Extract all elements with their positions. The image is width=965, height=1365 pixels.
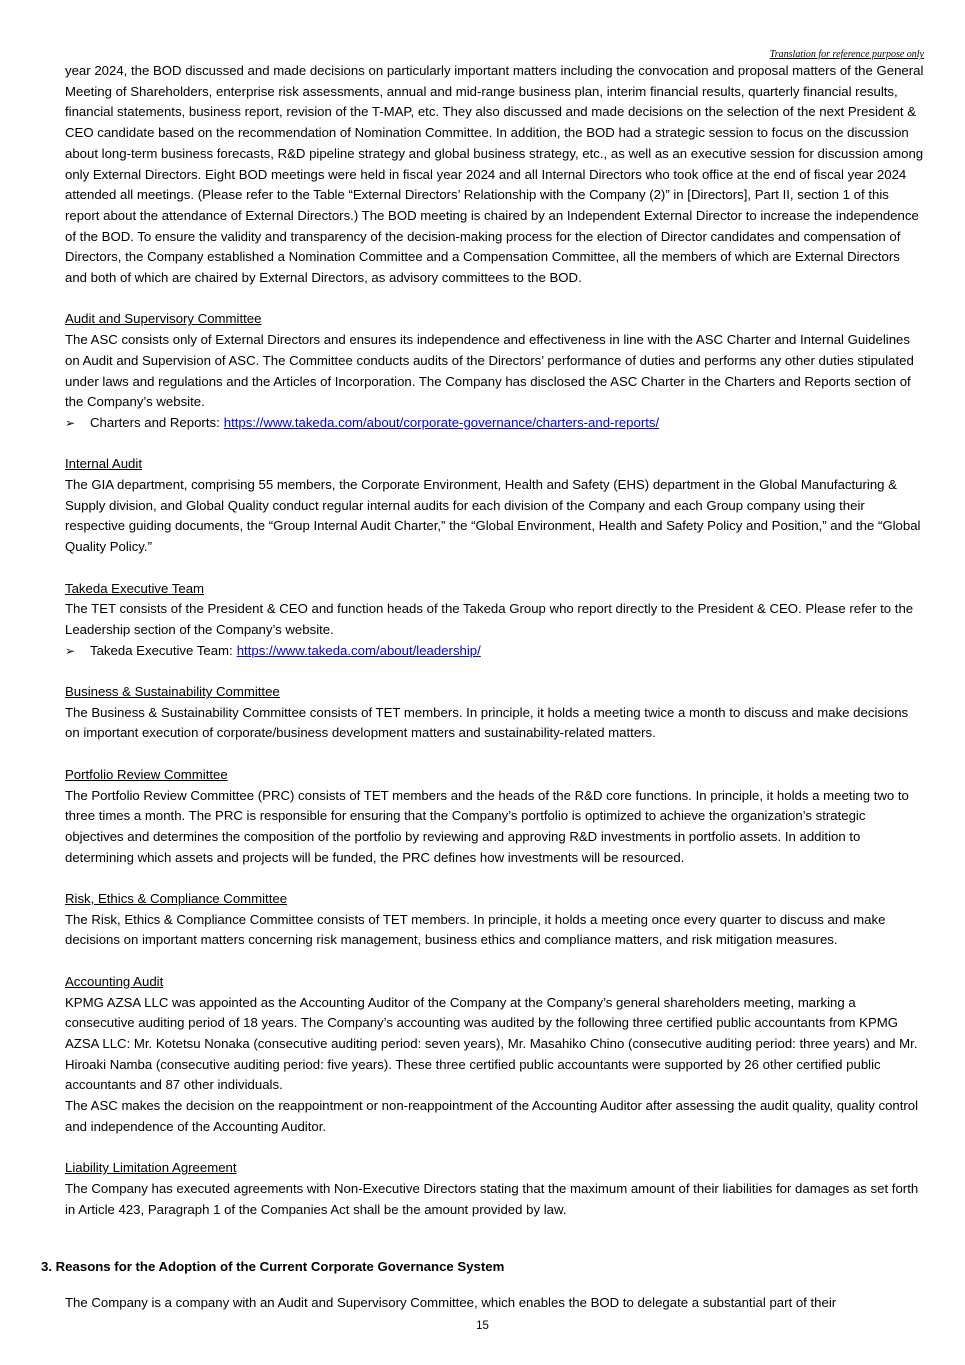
- bullet-label: Takeda Executive Team:: [90, 642, 233, 658]
- section-tet: [65, 579, 925, 662]
- section-liability: [65, 1158, 925, 1220]
- section-asc: [65, 309, 925, 433]
- section-body: The Risk, Ethics & Compliance Committee consists of TET members. In principle, it holds a meeting once every quarter to discuss and make decisions on important matters concerning risk management, business ethics and compliance matters, and risk mitigation measures.: [65, 911, 886, 948]
- section-title: Accounting Audit: [65, 973, 164, 989]
- bullet-label: Charters and Reports:: [90, 414, 220, 430]
- section-prc: [65, 765, 925, 869]
- section-body: The ASC makes the decision on the reappointment or non-reappointment of the Accounting Auditor after assessing the audit quality, quality control and independence of the Accounting Auditor.: [65, 1098, 919, 1134]
- section-3-heading: 3. Reasons for the Adoption of the Current Corporate Governance System: [41, 1259, 505, 1274]
- section-title: Takeda Executive Team: [65, 580, 205, 596]
- translation-note: Translation for reference purpose only: [769, 49, 924, 60]
- section-3-body: The Company is a company with an Audit and Supervisory Committee, which enables the BOD to delegate a substantial part of their: [65, 1295, 837, 1310]
- section-body: The GIA department, comprising 55 members, the Corporate Environment, Health and Safety (EHS) department in the Global Manufacturing & Supply division, and Global Quality conduct regular internal audits for each division of the Company and each Group company using their respective guiding documents, the “Group Internal Audit Charter,” the “Global Environment, Health and Safety Policy and Position,” and the “Global Quality Policy.”: [65, 477, 921, 555]
- charters-reports-link[interactable]: https://www.takeda.com/about/corporate-governance/charters-and-reports/: [223, 414, 660, 430]
- section-bsc: [65, 682, 925, 744]
- arrow-bullet-icon: ➢: [65, 415, 76, 430]
- section-body: The ASC consists only of External Directors and ensures its independence and effectiveness in line with the ASC Charter and Internal Guidelines on Audit and Supervision of ASC. The Committee conducts audits of the Directors’ performance of duties and performs any other duties stipulated under laws and regulations and the Articles of Incorporation. The Company has disclosed the ASC Charter in the Charters and Reports section of the Company’s website.: [65, 332, 914, 410]
- intro-paragraph: year 2024, the BOD discussed and made decisions on particularly important matters including the convocation and proposal matters of the General Meeting of Shareholders, enterprise risk assessments, annual and mid-range business plan, interim financial results, quarterly financial results, financial statements, business report, revision of the T-MAP, etc. They also discussed and made decisions on the selection of the next President & CEO candidate based on the recommendation of Nomination Committee. In addition, the BOD had a strategic session to focus on the discussion about long-term business forecasts, R&D pipeline strategy and global business strategy, etc., as well as an executive session for discussion among only External Directors. Eight BOD meetings were held in fiscal year 2024 and all Internal Directors who took office at the end of fiscal year 2024 attended all meetings. (Please refer to the Table “External Directors’ Relationship with the Company (2)” in [Directors], Part II, section 1 of this report about the attendance of External Directors.) The BOD meeting is chaired by an Independent External Director to increase the independence of the BOD. To ensure the validity and transparency of the decision-making process for the election of Director candidates and compensation of Directors, the Company established a Nomination Committee and a Compensation Committee, all the members of which are External Directors and both of which are chaired by External Directors, as advisory committees to the BOD.: [65, 63, 924, 286]
- arrow-bullet-icon: ➢: [65, 643, 76, 658]
- section-title: Portfolio Review Committee: [65, 766, 228, 782]
- section-body: KPMG AZSA LLC was appointed as the Accounting Auditor of the Company at the Company’s general shareholders meeting, marking a consecutive auditing period of 18 years. The Company’s accounting was audited by the following three certified public accountants from KPMG AZSA LLC: Mr. Kotetsu Nonaka (consecutive auditing period: seven years), Mr. Masahiko Chino (consecutive auditing period: three years) and Mr. Hiroaki Namba (consecutive auditing period: five years). These three certified public accountants were supported by 26 other certified public accountants and 87 other individuals.: [65, 994, 918, 1093]
- section-body: The Company has executed agreements with Non-Executive Directors stating that the maximum amount of their liabilities for damages as set forth in Article 423, Paragraph 1 of the Companies Act shall be the amount provided by law.: [65, 1180, 919, 1217]
- bullet-item: [65, 413, 925, 434]
- main-content: [65, 61, 925, 1220]
- section-internal-audit: [65, 454, 925, 558]
- section-title: Business & Sustainability Committee: [65, 684, 280, 700]
- section-title: Internal Audit: [65, 456, 142, 472]
- section-body: The TET consists of the President & CEO and function heads of the Takeda Group who report directly to the President & CEO. Please refer to the Leadership section of the Company’s website.: [65, 601, 914, 637]
- section-body: The Business & Sustainability Committee consists of TET members. In principle, it holds a meeting twice a month to discuss and make decisions on important execution of corporate/business development matters and sustainability-related matters.: [65, 704, 909, 741]
- leadership-link[interactable]: https://www.takeda.com/about/leadership/: [236, 642, 481, 658]
- section-title: Risk, Ethics & Compliance Committee: [65, 891, 288, 907]
- section-body: The Portfolio Review Committee (PRC) consists of TET members and the heads of the R&D core functions. In principle, it holds a meeting two to three times a month. The PRC is responsible for ensuring that the Company’s portfolio is optimized to achieve the organization’s strategic objectives and determines the composition of the portfolio by reviewing and approving R&D investments in portfolio assets. In addition to determining which assets and projects will be funded, the PRC defines how investments will be resourced.: [65, 787, 909, 865]
- section-title: Audit and Supervisory Committee: [65, 311, 262, 327]
- section-recc: [65, 889, 925, 951]
- page-number: 15: [476, 1320, 489, 1332]
- section-accounting-audit: [65, 972, 925, 1138]
- section-title: Liability Limitation Agreement: [65, 1160, 237, 1176]
- bullet-item: [65, 641, 925, 662]
